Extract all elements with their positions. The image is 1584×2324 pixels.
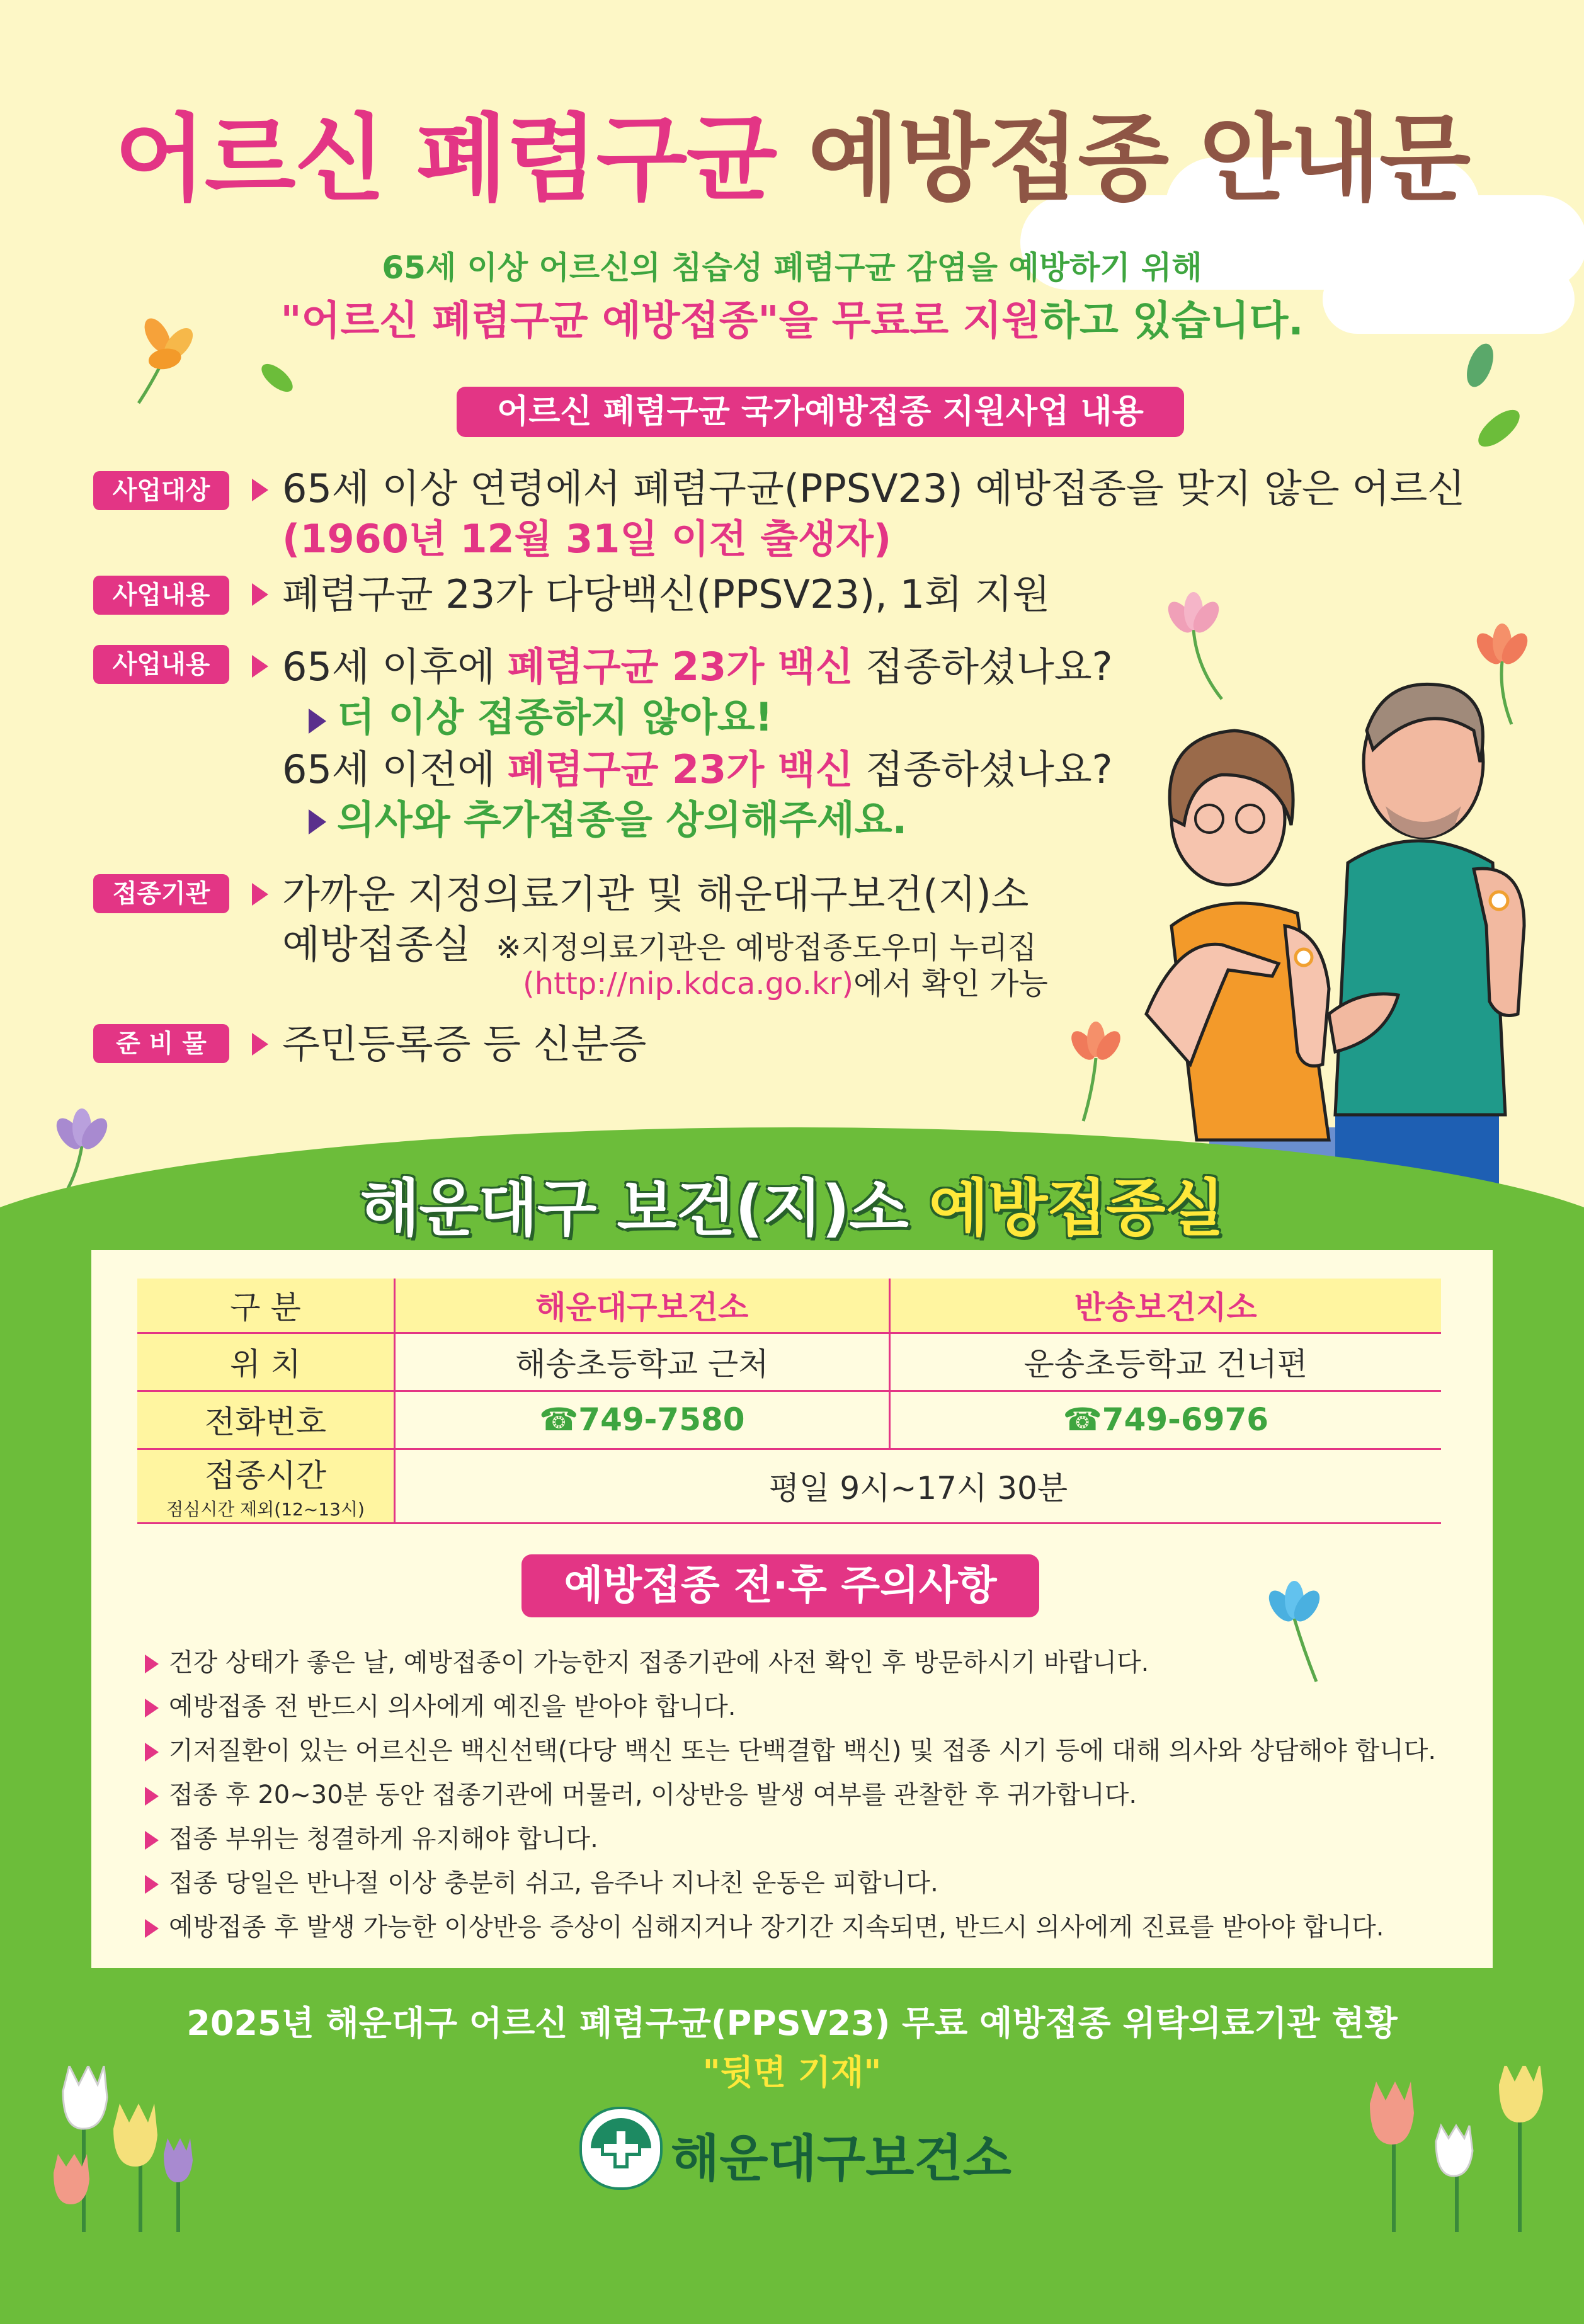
arrow-icon [145, 1875, 159, 1894]
caution-item [145, 1775, 1137, 1811]
title-part1: 어르신 폐렴구균 [114, 105, 777, 214]
arrow-icon [145, 1831, 159, 1850]
flower-icon [1253, 1581, 1335, 1688]
caution-item [145, 1863, 938, 1899]
target-tag: 사업대상 [93, 471, 229, 510]
section2-title [0, 1159, 1584, 1248]
table-label-time-note: 점심시간 제외(12~13시) [166, 1499, 365, 1520]
arrow-icon [145, 1743, 159, 1762]
table-row [137, 1391, 1441, 1449]
section2-title-yellow: 예방접종실 [928, 1173, 1224, 1245]
intro-line1: 65세 이상 어르신의 침습성 폐렴구균 감염을 예방하기 위해 [382, 249, 1202, 286]
table-cell-phone1[interactable]: ☎749-7580 [395, 1391, 890, 1449]
caution-text: 예방접종 후 발생 가능한 이상반응 증상이 심해지거나 장기간 지속되면, 반드시 의사에게 진료를 받아야 합니다. [169, 1913, 1384, 1942]
arrow-icon [145, 1655, 159, 1673]
tulip-icon [1354, 2066, 1556, 2232]
health-center-logo-icon [579, 2107, 663, 2190]
question1-highlight: 폐렴구균 23가 백신 [507, 644, 853, 690]
question2-highlight: 폐렴구균 23가 백신 [507, 746, 853, 792]
caution-text: 접종 당일은 반나절 이상 충분히 쉬고, 음주나 지나친 운동은 피합니다. [169, 1869, 938, 1898]
content-text: 폐렴구균 23가 다당백신(PPSV23), 1회 지원 [282, 571, 1051, 617]
title-part2: 예방접종 안내문 [807, 105, 1470, 214]
flower-icon [1058, 1020, 1134, 1127]
caution-item [145, 1731, 1436, 1767]
page-title [0, 105, 1584, 214]
question1 [282, 646, 1113, 688]
question2 [282, 748, 1113, 791]
place-note: ※지정의료기관은 예방접종도우미 누리집 [496, 930, 1037, 965]
arrow-icon [252, 1033, 268, 1056]
clinic-table [137, 1279, 1441, 1524]
arrow-icon [252, 883, 268, 906]
arrow-icon [145, 1699, 159, 1717]
intro-line2-rest: 하고 있습니다. [1040, 298, 1304, 345]
arrow-icon [309, 809, 326, 834]
table-header-category: 구 분 [137, 1279, 395, 1333]
flower-icon [1461, 624, 1543, 731]
target-sub: (1960년 12월 31일 이전 출생자) [282, 516, 892, 562]
footer-line1: 2025년 해운대구 어르신 폐렴구균(PPSV23) 무료 예방접종 위탁의료기관 현황 [186, 2003, 1398, 2043]
place-text: 가까운 지정의료기관 및 해운대구보건(지)소 [282, 871, 1029, 917]
arrow-icon [252, 479, 268, 501]
arrow-icon [309, 709, 326, 734]
table-label-time-main: 접종시간 [204, 1457, 327, 1494]
org-name: 해운대구보건소 [671, 2129, 1011, 2188]
question2-pre: 65세 이전에 [282, 746, 508, 792]
table-row [137, 1449, 1441, 1523]
place-text2-main: 예방접종실 [282, 921, 471, 967]
caution-text: 접종 후 20~30분 동안 접종기관에 머물러, 이상반응 발생 여부를 관찰한 후 귀가합니다. [169, 1780, 1137, 1809]
question2-post: 접종하셨나요? [853, 746, 1113, 792]
table-cell-location1: 해송초등학교 근처 [395, 1333, 890, 1391]
caution-item [145, 1907, 1384, 1943]
arrow-icon [252, 655, 268, 678]
cautions-heading: 예방접종 전·후 주의사항 [521, 1554, 1039, 1617]
program-heading: 어르신 폐렴구균 국가예방접종 지원사업 내용 [457, 387, 1184, 437]
place-url-line [523, 967, 1048, 1001]
place-note-end: 에서 확인 가능 [853, 966, 1048, 1001]
arrow-icon [145, 1787, 159, 1806]
caution-item [145, 1819, 598, 1855]
place-url[interactable]: (http://nip.kdca.go.kr) [523, 966, 854, 1001]
table-label-time [137, 1449, 395, 1523]
section2-title-white: 해운대구 보건(지)소 [360, 1173, 908, 1245]
leaf-icon [252, 353, 302, 403]
caution-text: 기저질환이 있는 어르신은 백신선택(다당 백신 또는 단백결합 백신) 및 접종 시기 등에 대해 의사와 상담해야 합니다. [169, 1736, 1437, 1765]
tulip-icon [44, 2066, 220, 2232]
place-tag: 접종기관 [93, 874, 229, 913]
flower-icon [1153, 592, 1234, 705]
question1-post: 접종하셨나요? [853, 644, 1113, 690]
content2-tag: 사업내용 [93, 645, 229, 684]
table-cell-time: 평일 9시~17시 30분 [395, 1449, 1442, 1523]
content-tag: 사업내용 [93, 576, 229, 615]
arrow-icon [252, 583, 268, 606]
prep-text: 주민등록증 등 신분증 [282, 1021, 647, 1067]
target-text: 65세 이상 연령에서 폐렴구균(PPSV23) 예방접종을 맞지 않은 어르신 [282, 465, 1466, 511]
answer2: 의사와 추가접종을 상의해주세요. [337, 797, 908, 843]
prep-tag: 준 비 물 [93, 1024, 229, 1063]
table-cell-location2: 운송초등학교 건너편 [889, 1333, 1441, 1391]
table-header-main-clinic: 해운대구보건소 [395, 1279, 890, 1333]
table-label-location: 위 치 [137, 1333, 395, 1391]
leaf-icon [1455, 340, 1505, 390]
intro-line2-highlight: "어르신 폐렴구균 예방접종"을 무료로 지원 [280, 298, 1041, 345]
intro-line2 [0, 288, 1584, 346]
table-cell-phone2[interactable]: ☎749-6976 [889, 1391, 1441, 1449]
answer1: 더 이상 접종하지 않아요! [337, 694, 773, 740]
caution-item [145, 1687, 736, 1723]
caution-text: 예방접종 전 반드시 의사에게 예진을 받아야 합니다. [169, 1692, 736, 1721]
table-header-branch-clinic: 반송보건지소 [889, 1279, 1441, 1333]
table-row [137, 1333, 1441, 1391]
caution-item [145, 1643, 1149, 1678]
table-label-phone: 전화번호 [137, 1391, 395, 1449]
table-row [137, 1279, 1441, 1333]
arrow-icon [145, 1919, 159, 1938]
footer-line2: "뒷면 기재" [702, 2053, 882, 2092]
place-text2 [282, 923, 1037, 966]
leaf-icon [1467, 403, 1530, 453]
question1-pre: 65세 이후에 [282, 644, 508, 690]
caution-text: 건강 상태가 좋은 날, 예방접종이 가능한지 접종기관에 사전 확인 후 방문하시기 바랍니다. [169, 1648, 1149, 1677]
caution-text: 접종 부위는 청결하게 유지해야 합니다. [169, 1825, 598, 1854]
org-logo [579, 2107, 1020, 2189]
